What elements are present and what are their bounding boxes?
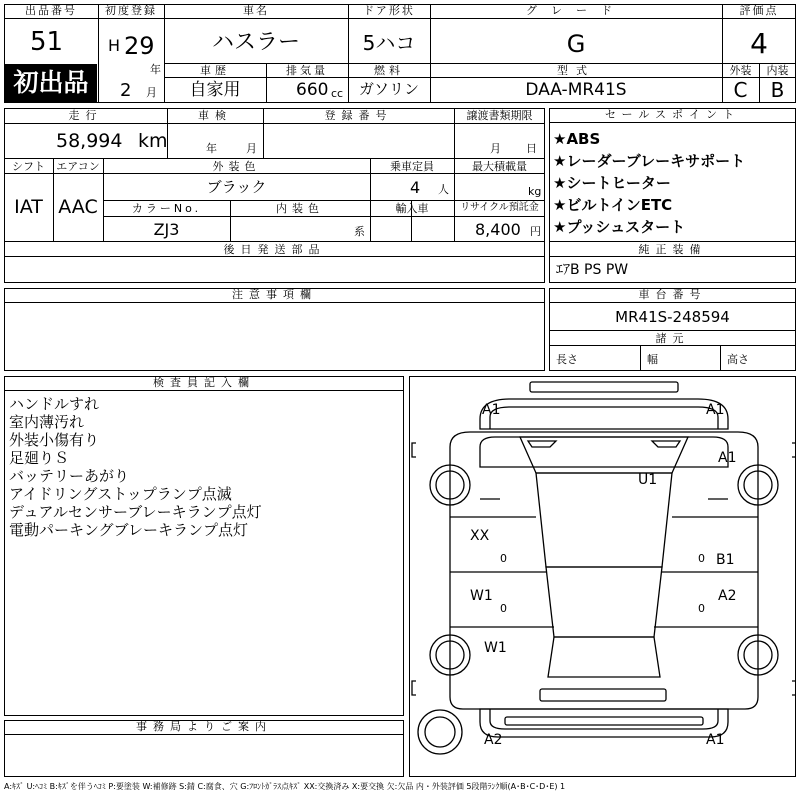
- recycle-fee: 8,400: [475, 220, 521, 239]
- mark-rear-left: A2: [484, 732, 503, 748]
- displacement: 660: [296, 80, 329, 100]
- reg-month: 2: [120, 80, 132, 101]
- shift: IAT: [14, 196, 43, 218]
- sales-point: ★ABS: [553, 130, 601, 148]
- exterior-color: ブラック: [206, 178, 267, 196]
- aircon: AAC: [58, 196, 98, 218]
- mark-rear-door-left: W1: [470, 588, 493, 604]
- mileage: 58,994: [56, 130, 123, 152]
- equipment: ｴｱB PS PW: [556, 262, 629, 278]
- lot-label: 出品番号: [4, 4, 98, 19]
- score-label: 評価点: [722, 4, 796, 19]
- history: 自家用: [189, 80, 241, 100]
- reg-label: 初度登録: [98, 4, 164, 19]
- mark-door-right: B1: [716, 552, 735, 568]
- remark-line: ハンドルすれ: [9, 395, 100, 413]
- reg-year: 29: [124, 32, 155, 60]
- sales-point: ★レーダーブレーキサポート: [553, 152, 746, 170]
- door-type: 5ハコ: [362, 31, 416, 55]
- mark-rear-door-right: A2: [718, 588, 737, 604]
- inspector-remarks: [9, 395, 262, 539]
- score: 4: [750, 27, 768, 60]
- capacity: 4: [410, 178, 421, 197]
- first-listing-badge: 初出品: [5, 64, 97, 102]
- door-label: ドア形状: [348, 4, 430, 19]
- remark-line: 外装小傷有り: [9, 431, 100, 449]
- remark-line: アイドリングストップランプ点滅: [9, 485, 232, 503]
- grade: G: [566, 30, 586, 58]
- car-name: ハスラー: [211, 30, 300, 55]
- mark-front-left: A1: [482, 402, 501, 418]
- mark-fender-right: A1: [718, 450, 737, 466]
- remark-line: デュアルセンサーブレーキランプ点灯: [9, 503, 262, 521]
- mark-rear-right: A1: [706, 732, 725, 748]
- color-number: ZJ3: [153, 220, 180, 239]
- remark-line: 室内薄汚れ: [9, 413, 85, 431]
- mark-quarter-left: W1: [484, 640, 507, 656]
- mark-door-left: XX: [470, 528, 490, 544]
- car-diagram-box: A1 A1 A1 U1 XX B1 W1 A2 W1 A2 A1 0 0 0 0: [409, 376, 796, 777]
- car-name-label: 車名: [164, 4, 348, 19]
- car-diagram: [410, 377, 795, 776]
- legend: A:ｷｽﾞ U:ﾍｺﾐ B:ｷｽﾞを伴うﾍｺﾐ P:要塗装 W:補修跡 S:錆 C:腐食、穴 G:ﾌﾛﾝﾄｶﾞﾗｽ点ｷｽﾞ XX:交換済み X:要交換 欠:欠品 内・外装評価 5段階ﾗﾝｸ順(A･B･C･D･E) 1: [4, 782, 566, 791]
- mark-roof: U1: [638, 472, 658, 488]
- lot-number: 51: [30, 27, 64, 57]
- sales-points-list: [553, 128, 745, 238]
- remark-line: 足廻りＳ: [9, 449, 70, 467]
- mark-front-right: A1: [706, 402, 725, 418]
- ext-score: C: [733, 78, 748, 102]
- fuel: ガソリン: [358, 80, 419, 98]
- sales-point: ★ビルトインETC: [553, 196, 673, 214]
- grade-label: グレード: [430, 4, 722, 19]
- era: H: [108, 36, 121, 55]
- chassis-number: MR41S-248594: [615, 308, 730, 326]
- sales-point: ★プッシュスタート: [553, 218, 686, 236]
- int-score: B: [770, 78, 785, 102]
- remark-line: バッテリーあがり: [9, 467, 130, 485]
- sales-point: ★シートヒーター: [553, 174, 671, 192]
- model: DAA-MR41S: [525, 80, 627, 100]
- remark-line: 電動パーキングブレーキランプ点灯: [9, 521, 248, 539]
